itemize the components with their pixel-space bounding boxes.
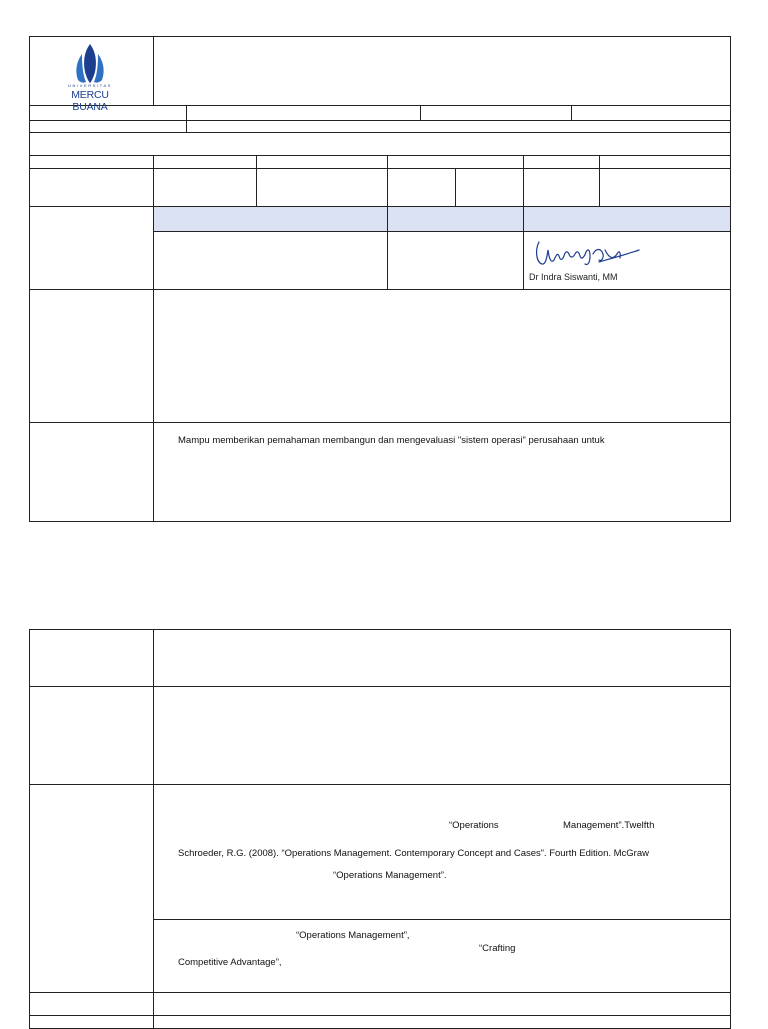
approval-header-cell-1 [154,206,387,231]
logo-subtitle: UNIVERSITAS [68,83,112,88]
reference-schroeder: Schroeder, R.G. (2008). “Operations Management. Contemporary Concept and Cases”. Fourth Edition. McGraw [178,848,649,859]
reference-main-edition: Management”.Twelfth [563,820,655,831]
reference-support-advantage: Competitive Advantage”, [178,957,282,968]
approval-header-cell-2 [388,206,523,231]
logo-name: MERCU BUANA [71,89,109,113]
reference-main-title: “Operations [449,820,499,831]
approval-header-cell-3 [524,206,730,231]
reference-support-crafting: “Crafting [479,943,516,954]
reference-main-title-3: “Operations Management”. [333,870,447,881]
learning-outcome-text: Mampu memberikan pemahaman membangun dan mengevaluasi "sistem operasi" perusahaan untuk [178,435,605,446]
signer-name: Dr Indra Siswanti, MM [529,272,618,282]
signature-icon [533,236,643,272]
reference-support-title: “Operations Management”, [296,930,410,941]
course-plan-table-top [29,36,731,522]
